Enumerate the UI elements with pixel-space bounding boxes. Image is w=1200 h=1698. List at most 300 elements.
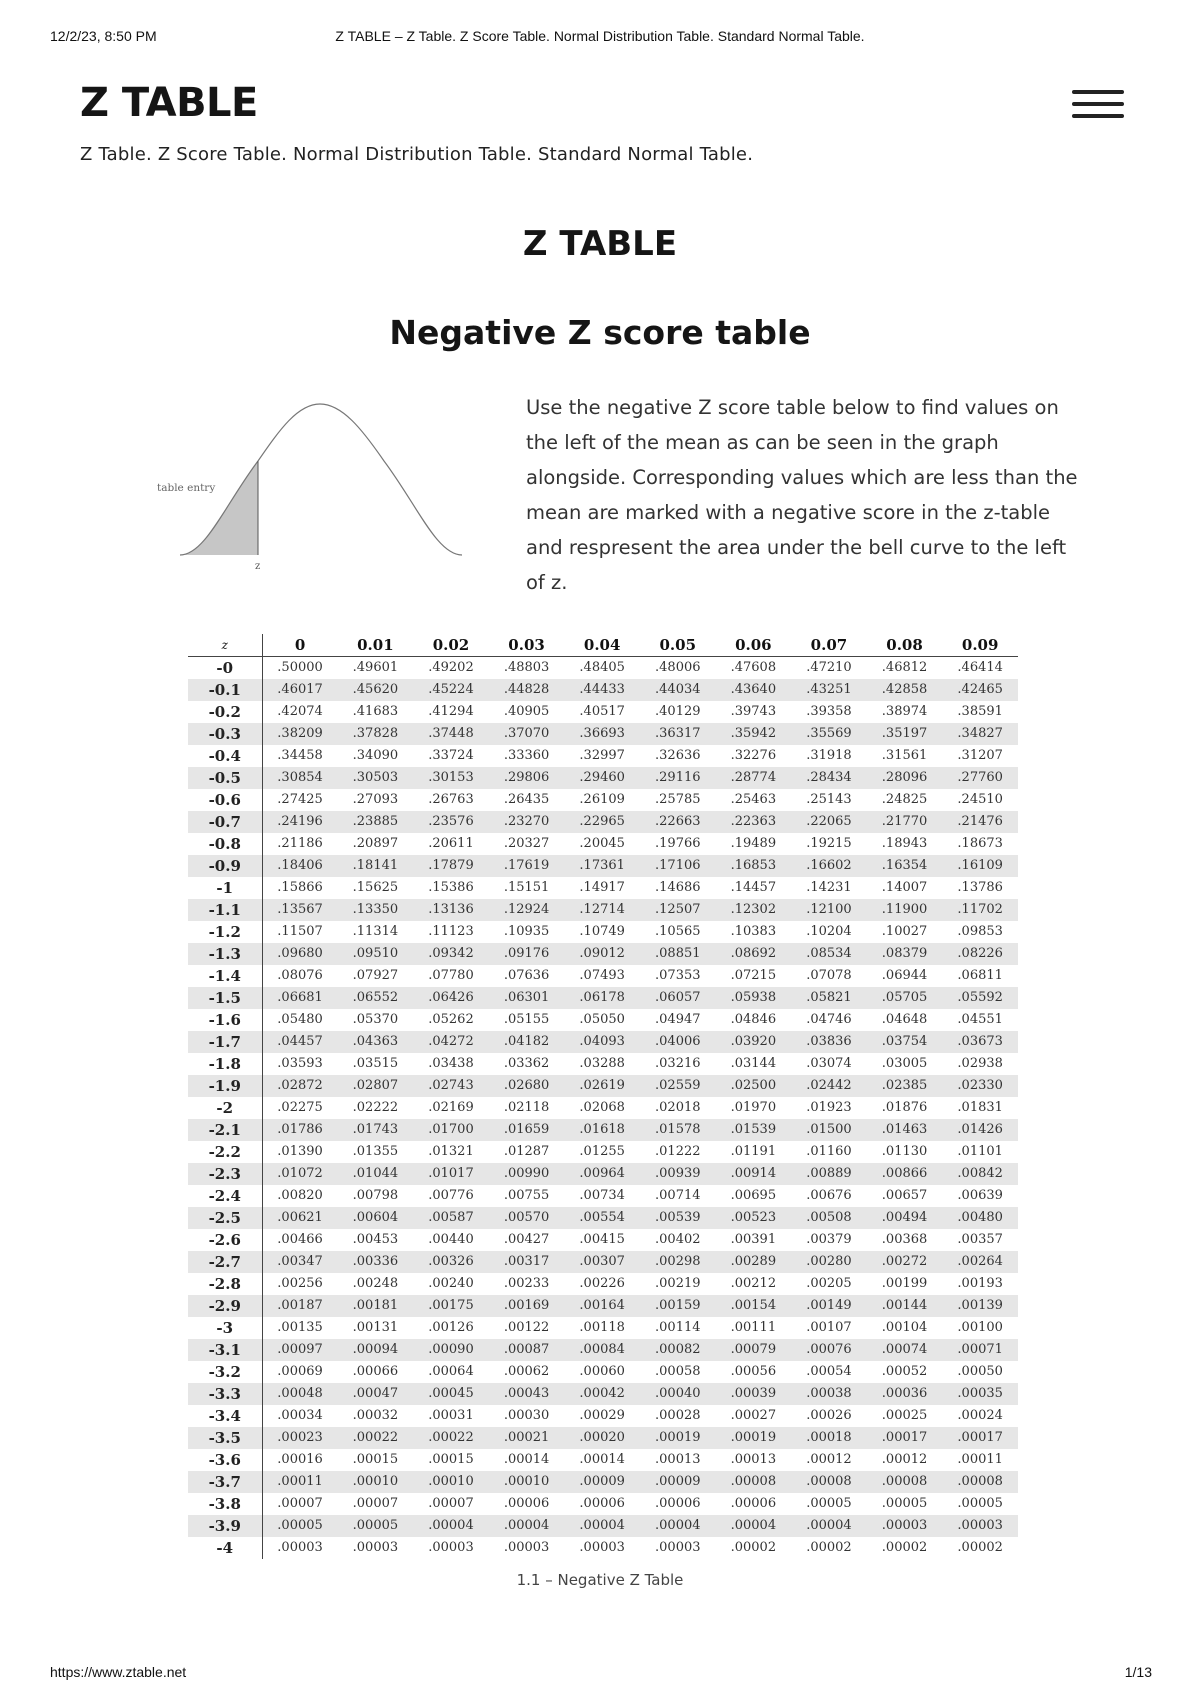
z-value-cell: -2.5 <box>188 1207 262 1229</box>
probability-cell: .00523 <box>716 1207 792 1229</box>
probability-cell: .00017 <box>867 1427 943 1449</box>
table-row <box>188 1537 1018 1559</box>
probability-cell: .00755 <box>503 1188 550 1203</box>
probability-cell: .14917 <box>579 880 625 895</box>
probability-cell: .12100 <box>791 899 867 921</box>
probability-cell: .01355 <box>352 1144 399 1159</box>
table-row <box>188 1251 1018 1273</box>
probability-cell: .48405 <box>579 660 625 675</box>
probability-cell: .00040 <box>640 1383 716 1405</box>
probability-cell: .01072 <box>262 1163 338 1185</box>
probability-cell: .08076 <box>277 968 323 983</box>
z-value-cell: -2.9 <box>188 1295 262 1317</box>
probability-cell: .21476 <box>942 811 1018 833</box>
table-row <box>188 1471 1018 1493</box>
probability-cell: .01539 <box>716 1119 792 1141</box>
probability-cell: .14686 <box>655 880 701 895</box>
probability-cell: .03005 <box>881 1056 928 1071</box>
probability-cell: .01786 <box>262 1119 338 1141</box>
probability-cell: .31561 <box>881 748 928 763</box>
probability-cell: .00866 <box>867 1163 943 1185</box>
probability-cell: .43640 <box>716 679 792 701</box>
table-row <box>188 1273 1018 1295</box>
probability-cell: .26763 <box>428 792 474 807</box>
probability-cell: .01426 <box>942 1119 1018 1141</box>
probability-cell: .00889 <box>791 1163 867 1185</box>
probability-cell: .03288 <box>579 1056 625 1071</box>
probability-cell: .00014 <box>579 1452 625 1467</box>
probability-cell: .00007 <box>428 1496 474 1511</box>
probability-cell: .35569 <box>791 723 867 745</box>
probability-cell: .02118 <box>503 1100 550 1115</box>
probability-cell: .22363 <box>716 811 792 833</box>
table-row <box>188 679 1018 701</box>
table-row <box>188 1295 1018 1317</box>
probability-cell: .36693 <box>564 723 640 745</box>
probability-cell: .05050 <box>579 1012 625 1027</box>
probability-cell: .22965 <box>564 811 640 833</box>
probability-cell: .00126 <box>428 1320 474 1335</box>
probability-cell: .00939 <box>640 1163 716 1185</box>
probability-cell: .00015 <box>428 1452 474 1467</box>
probability-cell: .00480 <box>942 1207 1018 1229</box>
probability-cell: .04182 <box>489 1031 565 1053</box>
probability-cell: .03216 <box>655 1056 701 1071</box>
probability-cell: .10935 <box>503 924 550 939</box>
probability-cell: .00076 <box>791 1339 867 1361</box>
probability-cell: .00005 <box>957 1496 1003 1511</box>
probability-cell: .01191 <box>730 1144 777 1159</box>
probability-cell: .00043 <box>489 1383 565 1405</box>
probability-cell: .00144 <box>867 1295 943 1317</box>
probability-cell: .11702 <box>942 899 1018 921</box>
probability-cell: .00676 <box>806 1188 852 1203</box>
probability-cell: .01876 <box>881 1100 928 1115</box>
z-value-cell: -3.2 <box>188 1361 262 1383</box>
table-caption: 1.1 – Negative Z Table <box>516 1571 684 1589</box>
probability-cell: .05705 <box>867 987 943 1009</box>
probability-cell: .40905 <box>503 704 550 719</box>
probability-cell: .00010 <box>489 1471 565 1493</box>
probability-cell: .00066 <box>352 1364 399 1379</box>
table-row <box>188 657 1018 680</box>
probability-cell: .00494 <box>867 1207 943 1229</box>
probability-cell: .00008 <box>716 1471 792 1493</box>
probability-cell: .14007 <box>881 880 928 895</box>
probability-cell: .00008 <box>942 1471 1018 1493</box>
probability-cell: .10027 <box>881 924 928 939</box>
probability-cell: .00002 <box>806 1540 852 1555</box>
probability-cell: .00010 <box>338 1471 414 1493</box>
probability-cell: .00030 <box>503 1408 550 1423</box>
probability-cell: .25143 <box>806 792 852 807</box>
probability-cell: .02743 <box>413 1075 489 1097</box>
z-value-cell: -4 <box>188 1537 262 1559</box>
probability-cell: .00047 <box>338 1383 414 1405</box>
probability-cell: .06057 <box>640 987 716 1009</box>
probability-cell: .00842 <box>942 1163 1018 1185</box>
probability-cell: .04746 <box>806 1012 852 1027</box>
probability-cell: .33360 <box>503 748 550 763</box>
table-row <box>188 745 1018 767</box>
z-value-cell: -0.5 <box>188 767 262 789</box>
column-header: 0.05 <box>640 634 716 657</box>
table-row <box>188 1163 1018 1185</box>
probability-cell: .01390 <box>277 1144 323 1159</box>
probability-cell: .00045 <box>413 1383 489 1405</box>
probability-cell: .06811 <box>957 968 1003 983</box>
probability-cell: .00012 <box>881 1452 928 1467</box>
probability-cell: .04006 <box>640 1031 716 1053</box>
probability-cell: .01831 <box>957 1100 1003 1115</box>
probability-cell: .30854 <box>262 767 338 789</box>
probability-cell: .02500 <box>716 1075 792 1097</box>
probability-cell: .09342 <box>413 943 489 965</box>
z-value-cell: -3.7 <box>188 1471 262 1493</box>
probability-cell: .00009 <box>640 1471 716 1493</box>
probability-cell: .42465 <box>942 679 1018 701</box>
probability-cell: .01222 <box>655 1144 701 1159</box>
probability-cell: .07636 <box>503 968 550 983</box>
probability-cell: .08226 <box>942 943 1018 965</box>
table-row <box>188 1141 1018 1163</box>
probability-cell: .07078 <box>806 968 852 983</box>
table-row <box>188 1383 1018 1405</box>
probability-cell: .00008 <box>791 1471 867 1493</box>
probability-cell: .49202 <box>428 660 474 675</box>
probability-cell: .06301 <box>489 987 565 1009</box>
probability-cell: .00056 <box>730 1364 777 1379</box>
probability-cell: .29460 <box>564 767 640 789</box>
probability-cell: .00440 <box>428 1232 474 1247</box>
probability-cell: .00307 <box>564 1251 640 1273</box>
probability-cell: .00013 <box>655 1452 701 1467</box>
probability-cell: .10383 <box>730 924 777 939</box>
probability-cell: .00071 <box>942 1339 1018 1361</box>
probability-cell: .13350 <box>338 899 414 921</box>
probability-cell: .00003 <box>867 1515 943 1537</box>
z-value-cell: -3.6 <box>188 1449 262 1471</box>
probability-cell: .46812 <box>881 660 928 675</box>
probability-cell: .00029 <box>579 1408 625 1423</box>
table-row <box>188 767 1018 789</box>
z-value-cell: -0.4 <box>188 745 262 767</box>
probability-cell: .24510 <box>957 792 1003 807</box>
probability-cell: .04363 <box>338 1031 414 1053</box>
probability-cell: .05370 <box>352 1012 399 1027</box>
probability-cell: .00023 <box>262 1427 338 1449</box>
table-row <box>188 1317 1018 1339</box>
probability-cell: .00357 <box>957 1232 1003 1247</box>
probability-cell: .01321 <box>428 1144 474 1159</box>
probability-cell: .01578 <box>640 1119 716 1141</box>
probability-cell: .00003 <box>352 1540 399 1555</box>
probability-cell: .00019 <box>640 1427 716 1449</box>
table-row <box>188 1207 1018 1229</box>
z-value-cell: -2.2 <box>188 1141 262 1163</box>
probability-cell: .14457 <box>730 880 777 895</box>
probability-cell: .00006 <box>503 1496 550 1511</box>
probability-cell: .08379 <box>867 943 943 965</box>
z-value-cell: -2.8 <box>188 1273 262 1295</box>
probability-cell: .00391 <box>730 1232 777 1247</box>
probability-cell: .00139 <box>942 1295 1018 1317</box>
z-label: z <box>255 561 261 572</box>
z-value-cell: -0.1 <box>188 679 262 701</box>
z-value-cell: -0.2 <box>188 701 262 723</box>
probability-cell: .16853 <box>716 855 792 877</box>
probability-cell: .02330 <box>942 1075 1018 1097</box>
probability-cell: .06178 <box>564 987 640 1009</box>
probability-cell: .00248 <box>352 1276 399 1291</box>
probability-cell: .35942 <box>716 723 792 745</box>
probability-cell: .48006 <box>655 660 701 675</box>
z-table-body <box>188 657 1018 1560</box>
probability-cell: .00013 <box>730 1452 777 1467</box>
z-value-cell: -1.1 <box>188 899 262 921</box>
probability-cell: .10565 <box>655 924 701 939</box>
table-row <box>188 1339 1018 1361</box>
probability-cell: .38209 <box>262 723 338 745</box>
probability-cell: .01970 <box>730 1100 777 1115</box>
probability-cell: .00050 <box>957 1364 1003 1379</box>
probability-cell: .00027 <box>730 1408 777 1423</box>
probability-cell: .01500 <box>791 1119 867 1141</box>
probability-cell: .03920 <box>716 1031 792 1053</box>
table-row <box>188 1009 1018 1031</box>
probability-cell: .00016 <box>277 1452 323 1467</box>
probability-cell: .02619 <box>564 1075 640 1097</box>
probability-cell: .00154 <box>716 1295 792 1317</box>
probability-cell: .01743 <box>338 1119 414 1141</box>
probability-cell: .00264 <box>942 1251 1018 1273</box>
probability-cell: .00379 <box>806 1232 852 1247</box>
probability-cell: .05480 <box>277 1012 323 1027</box>
probability-cell: .00010 <box>413 1471 489 1493</box>
table-row <box>188 1449 1018 1471</box>
probability-cell: .00017 <box>942 1427 1018 1449</box>
probability-cell: .06944 <box>881 968 928 983</box>
probability-cell: .50000 <box>277 660 323 675</box>
probability-cell: .06681 <box>262 987 338 1009</box>
probability-cell: .41294 <box>428 704 474 719</box>
probability-cell: .00054 <box>806 1364 852 1379</box>
table-row <box>188 1031 1018 1053</box>
probability-cell: .09510 <box>338 943 414 965</box>
probability-cell: .07927 <box>352 968 399 983</box>
probability-cell: .00122 <box>503 1320 550 1335</box>
probability-cell: .20611 <box>428 836 474 851</box>
probability-cell: .34090 <box>352 748 399 763</box>
probability-cell: .01017 <box>413 1163 489 1185</box>
probability-cell: .00002 <box>730 1540 777 1555</box>
z-column-header: z <box>188 634 262 657</box>
z-value-cell: -2.7 <box>188 1251 262 1273</box>
probability-cell: .45620 <box>338 679 414 701</box>
probability-cell: .00038 <box>791 1383 867 1405</box>
probability-cell: .01044 <box>338 1163 414 1185</box>
probability-cell: .00015 <box>352 1452 399 1467</box>
probability-cell: .00062 <box>503 1364 550 1379</box>
probability-cell: .00064 <box>428 1364 474 1379</box>
probability-cell: .00175 <box>413 1295 489 1317</box>
hamburger-menu-icon[interactable] <box>1072 90 1126 122</box>
probability-cell: .39358 <box>806 704 852 719</box>
probability-cell: .00021 <box>489 1427 565 1449</box>
probability-cell: .00006 <box>730 1496 777 1511</box>
probability-cell: .00007 <box>352 1496 399 1511</box>
probability-cell: .00272 <box>867 1251 943 1273</box>
probability-cell: .04272 <box>413 1031 489 1053</box>
probability-cell: .01463 <box>867 1119 943 1141</box>
z-value-cell: -0 <box>188 657 262 680</box>
probability-cell: .12507 <box>640 899 716 921</box>
probability-cell: .00022 <box>338 1427 414 1449</box>
probability-cell: .00008 <box>867 1471 943 1493</box>
probability-cell: .00289 <box>716 1251 792 1273</box>
probability-cell: .05938 <box>716 987 792 1009</box>
probability-cell: .01255 <box>579 1144 625 1159</box>
z-value-cell: -2.1 <box>188 1119 262 1141</box>
probability-cell: .02385 <box>867 1075 943 1097</box>
column-header: 0.06 <box>716 634 792 657</box>
z-value-cell: -2 <box>188 1097 262 1119</box>
probability-cell: .21186 <box>277 836 323 851</box>
probability-cell: .04648 <box>881 1012 928 1027</box>
z-value-cell: -3 <box>188 1317 262 1339</box>
z-value-cell: -0.6 <box>188 789 262 811</box>
z-value-cell: -0.8 <box>188 833 262 855</box>
probability-cell: .20897 <box>352 836 399 851</box>
probability-cell: .02442 <box>791 1075 867 1097</box>
probability-cell: .00219 <box>655 1276 701 1291</box>
probability-cell: .00011 <box>957 1452 1003 1467</box>
probability-cell: .41683 <box>352 704 399 719</box>
print-document-title: Z TABLE – Z Table. Z Score Table. Normal Distribution Table. Standard Normal Table. <box>335 28 865 44</box>
probability-cell: .02872 <box>262 1075 338 1097</box>
print-url: https://www.ztable.net <box>50 1664 187 1680</box>
probability-cell: .00004 <box>716 1515 792 1537</box>
probability-cell: .00368 <box>881 1232 928 1247</box>
column-header: 0 <box>262 634 338 657</box>
probability-cell: .09012 <box>564 943 640 965</box>
probability-cell: .04947 <box>655 1012 701 1027</box>
probability-cell: .00035 <box>942 1383 1018 1405</box>
probability-cell: .00199 <box>881 1276 928 1291</box>
probability-cell: .00020 <box>564 1427 640 1449</box>
probability-cell: .31918 <box>806 748 852 763</box>
probability-cell: .32636 <box>655 748 701 763</box>
probability-cell: .44034 <box>640 679 716 701</box>
probability-cell: .03438 <box>428 1056 474 1071</box>
probability-cell: .00280 <box>791 1251 867 1273</box>
z-value-cell: -0.3 <box>188 723 262 745</box>
probability-cell: .00003 <box>503 1540 550 1555</box>
probability-cell: .03673 <box>942 1031 1018 1053</box>
probability-cell: .00031 <box>428 1408 474 1423</box>
probability-cell: .15625 <box>352 880 399 895</box>
probability-cell: .00466 <box>277 1232 323 1247</box>
probability-cell: .23576 <box>413 811 489 833</box>
probability-cell: .39743 <box>730 704 777 719</box>
probability-cell: .00087 <box>489 1339 565 1361</box>
probability-cell: .44828 <box>489 679 565 701</box>
site-title[interactable]: Z TABLE <box>80 80 258 126</box>
probability-cell: .35197 <box>867 723 943 745</box>
probability-cell: .02680 <box>489 1075 565 1097</box>
probability-cell: .17106 <box>640 855 716 877</box>
probability-cell: .18673 <box>957 836 1003 851</box>
probability-cell: .00014 <box>503 1452 550 1467</box>
table-row <box>188 1427 1018 1449</box>
probability-cell: .00002 <box>881 1540 928 1555</box>
z-value-cell: -3.8 <box>188 1493 262 1515</box>
column-header: 0.07 <box>791 634 867 657</box>
probability-cell: .17619 <box>489 855 565 877</box>
probability-cell: .00427 <box>503 1232 550 1247</box>
probability-cell: .00798 <box>352 1188 399 1203</box>
z-value-cell: -1.7 <box>188 1031 262 1053</box>
probability-cell: .00028 <box>655 1408 701 1423</box>
probability-cell: .00011 <box>262 1471 338 1493</box>
probability-cell: .08692 <box>716 943 792 965</box>
probability-cell: .01101 <box>957 1144 1003 1159</box>
probability-cell: .00402 <box>655 1232 701 1247</box>
probability-cell: .00604 <box>338 1207 414 1229</box>
probability-cell: .00336 <box>338 1251 414 1273</box>
probability-cell: .00048 <box>262 1383 338 1405</box>
probability-cell: .02938 <box>957 1056 1003 1071</box>
probability-cell: .02169 <box>428 1100 474 1115</box>
z-value-cell: -3.1 <box>188 1339 262 1361</box>
probability-cell: .01659 <box>489 1119 565 1141</box>
probability-cell: .00508 <box>791 1207 867 1229</box>
probability-cell: .05592 <box>942 987 1018 1009</box>
probability-cell: .00025 <box>881 1408 928 1423</box>
probability-cell: .36317 <box>640 723 716 745</box>
probability-cell: .04551 <box>957 1012 1003 1027</box>
probability-cell: .19489 <box>730 836 777 851</box>
probability-cell: .00036 <box>867 1383 943 1405</box>
probability-cell: .26109 <box>579 792 625 807</box>
probability-cell: .06426 <box>413 987 489 1009</box>
probability-cell: .01287 <box>503 1144 550 1159</box>
probability-cell: .00539 <box>640 1207 716 1229</box>
probability-cell: .00090 <box>413 1339 489 1361</box>
probability-cell: .02275 <box>277 1100 323 1115</box>
probability-cell: .00026 <box>806 1408 852 1423</box>
probability-cell: .00621 <box>262 1207 338 1229</box>
z-value-cell: -2.3 <box>188 1163 262 1185</box>
probability-cell: .00006 <box>655 1496 701 1511</box>
probability-cell: .13786 <box>957 880 1003 895</box>
z-value-cell: -1.5 <box>188 987 262 1009</box>
probability-cell: .00032 <box>352 1408 399 1423</box>
probability-cell: .47210 <box>806 660 852 675</box>
print-header <box>0 28 1200 48</box>
probability-cell: .05155 <box>503 1012 550 1027</box>
probability-cell: .00005 <box>881 1496 928 1511</box>
probability-cell: .00042 <box>564 1383 640 1405</box>
probability-cell: .18141 <box>338 855 414 877</box>
table-row <box>188 701 1018 723</box>
probability-cell: .00990 <box>489 1163 565 1185</box>
probability-cell: .00019 <box>716 1427 792 1449</box>
probability-cell: .42074 <box>277 704 323 719</box>
probability-cell: .25785 <box>655 792 701 807</box>
column-header: 0.02 <box>413 634 489 657</box>
table-row <box>188 811 1018 833</box>
